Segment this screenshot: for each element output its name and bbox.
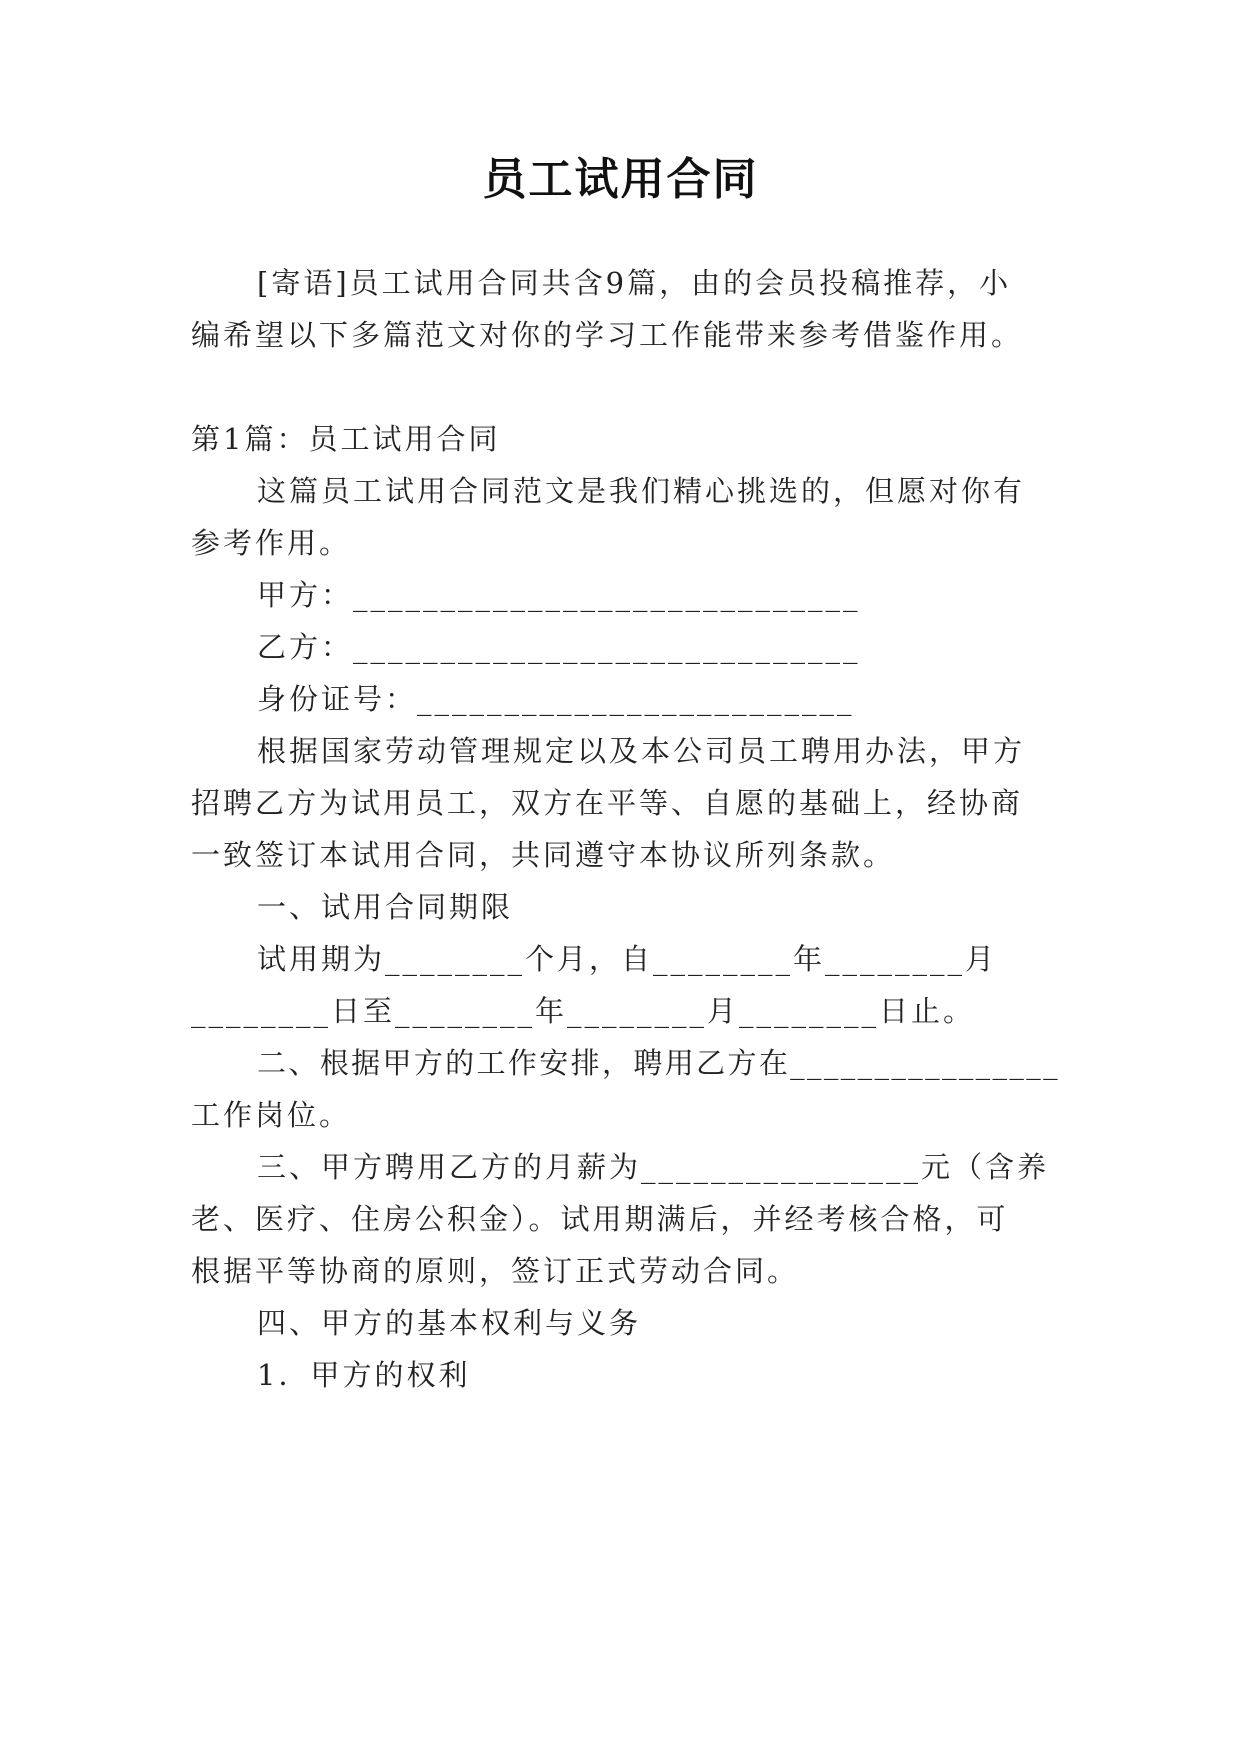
- clause-line: 老、医疗、住房公积金）。试用期满后，并经考核合格，可: [191, 1202, 1009, 1236]
- trial-period-line-1: 试用期为________个月，自________年________月: [257, 942, 998, 976]
- clause-line: 工作岗位。: [191, 1098, 352, 1132]
- clause-line: 三、甲方聘用乙方的月薪为________________元（含养: [257, 1150, 1050, 1184]
- document-title: 员工试用合同: [482, 154, 759, 205]
- paragraph-line: 一致签订本试用合同，共同遵守本协议所列条款。: [191, 838, 896, 872]
- clause-heading: 一、试用合同期限: [257, 890, 514, 924]
- clause-heading: 四、甲方的基本权利与义务: [257, 1306, 642, 1340]
- sub-clause-heading: 1．甲方的权利: [257, 1358, 471, 1392]
- intro-line-1: [寄语]员工试用合同共含9篇，由的会员投稿推荐，小: [257, 266, 1012, 300]
- clause-line: 根据平等协商的原则，签订正式劳动合同。: [191, 1254, 800, 1288]
- paragraph-line: 根据国家劳动管理规定以及本公司员工聘用办法，甲方: [257, 734, 1026, 768]
- paragraph-line: 参考作用。: [191, 526, 352, 560]
- paragraph-line: 招聘乙方为试用员工，双方在平等、自愿的基础上，经协商: [191, 786, 1024, 820]
- section-heading: 第1篇：员工试用合同: [191, 422, 501, 456]
- party-b-field: 乙方：_____________________________: [257, 630, 861, 664]
- clause-line: 二、根据甲方的工作安排，聘用乙方在________________: [257, 1046, 1061, 1080]
- id-number-field: 身份证号：_________________________: [257, 682, 855, 716]
- party-a-field: 甲方：_____________________________: [257, 578, 861, 612]
- paragraph-line: 这篇员工试用合同范文是我们精心挑选的，但愿对你有: [257, 474, 1026, 508]
- intro-line-2: 编希望以下多篇范文对你的学习工作能带来参考借鉴作用。: [191, 318, 1024, 352]
- trial-period-line-2: ________日至________年________月________日止。: [191, 994, 976, 1028]
